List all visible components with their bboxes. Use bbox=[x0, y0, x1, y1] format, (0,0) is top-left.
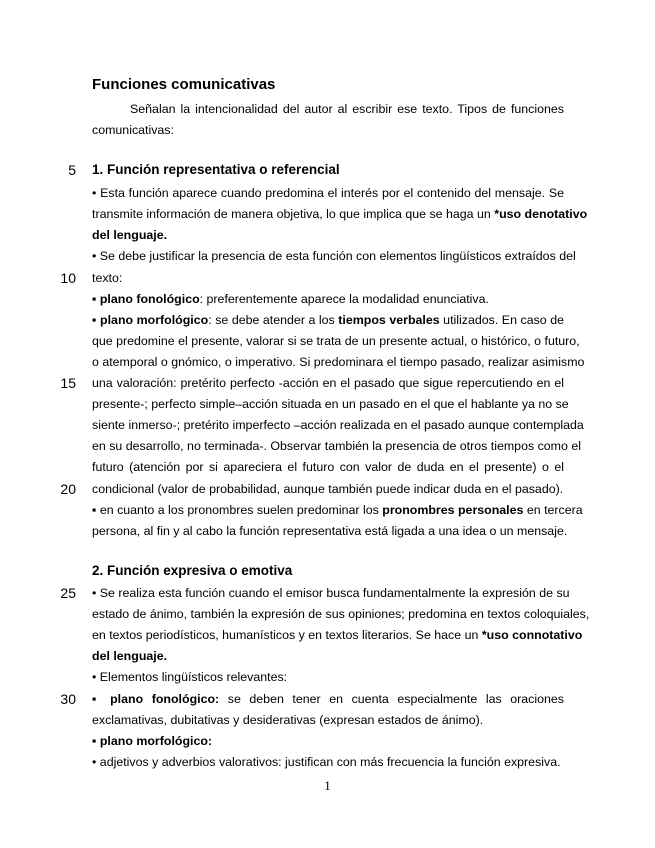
paragraph-line: o atemporal o gnómico, o imperativo. Si predominara el tiempo pasado, realizar asimismo bbox=[92, 355, 585, 369]
bullet-square: ▪ bbox=[92, 503, 97, 517]
paragraph-line: • Se debe justificar la presencia de esta función con elementos lingüísticos extraídos del bbox=[92, 249, 576, 263]
intro-line: comunicativas: bbox=[92, 123, 174, 137]
paragraph-line: • Esta función aparece cuando predomina el interés por el contenido del mensaje. Se bbox=[92, 186, 564, 200]
term-bold: *uso connotativo bbox=[481, 628, 583, 642]
line-number: 10 bbox=[60, 270, 76, 286]
paragraph-line: del lenguaje. bbox=[92, 649, 168, 663]
paragraph-line: • Se realiza esta función cuando el emisor busca fundamentalmente la expresión de su bbox=[92, 586, 570, 600]
paragraph-line: en su desarrollo, no terminada-. Observar también la presencia de otros tiempos como el bbox=[92, 439, 581, 453]
bullet-dot: • bbox=[92, 670, 97, 684]
paragraph-line: en textos periodísticos, humanísticos y en textos literarios. Se hace un *uso connotativo bbox=[92, 628, 583, 642]
page-number: 1 bbox=[324, 778, 331, 793]
paragraph-line: del lenguaje. bbox=[92, 228, 168, 242]
line-number: 30 bbox=[60, 691, 76, 707]
line-number: 5 bbox=[68, 162, 76, 178]
bullet-square: ▪ bbox=[92, 692, 102, 706]
bullet-dot: • bbox=[92, 249, 97, 263]
page-title: Funciones comunicativas bbox=[92, 76, 276, 93]
paragraph-line: futuro (atención por si apareciera el futuro con valor de duda en el presente) o el bbox=[92, 460, 564, 474]
list-item: • Elementos lingüísticos relevantes: bbox=[92, 670, 288, 684]
bullet-dot: • bbox=[92, 755, 97, 769]
paragraph-line: exclamativas, dubitativas y desiderativas (expresan estados de ánimo). bbox=[92, 713, 484, 727]
line-number: 25 bbox=[60, 585, 76, 601]
list-item: ▪ plano morfológico: bbox=[92, 734, 213, 748]
paragraph-line: una valoración: pretérito perfecto -acción en el pasado que sigue repercutiendo en el bbox=[92, 376, 564, 390]
paragraph-line: siente inmerso-; pretérito imperfecto –acción realizada en el pasado aunque contemplada bbox=[92, 418, 584, 432]
paragraph-line: transmite información de manera objetiva, lo que implica que se haga un *uso denotativo bbox=[92, 207, 588, 221]
bullet-dot: • bbox=[92, 586, 97, 600]
paragraph-line: que predomine el presente, valorar si se trata de un presente actual, o histórico, o futuro, bbox=[92, 334, 580, 348]
intro-line: Señalan la intencionalidad del autor al escribir ese texto. Tipos de funciones bbox=[130, 102, 564, 116]
section-heading: 2. Función expresiva o emotiva bbox=[92, 563, 293, 578]
list-item: ▪ plano fonológico: preferentemente aparece la modalidad enunciativa. bbox=[92, 292, 489, 306]
paragraph-line: texto: bbox=[92, 271, 123, 285]
bullet-square: ▪ bbox=[92, 313, 97, 327]
paragraph-line: condicional (valor de probabilidad, aunque también puede indicar duda en el pasado). bbox=[92, 482, 564, 496]
list-item: ▪ plano morfológico: se debe atender a los tiempos verbales utilizados. En caso de bbox=[92, 313, 564, 327]
paragraph-line: persona, al fin y al cabo la función representativa está ligada a una idea o un mensaje. bbox=[92, 524, 568, 538]
list-item: ▪ en cuanto a los pronombres suelen predominar los pronombres personales en tercera bbox=[92, 503, 583, 517]
bullet-square: ▪ bbox=[92, 292, 97, 306]
bullet-square: ▪ bbox=[92, 734, 97, 748]
term-bold: *uso denotativo bbox=[494, 207, 588, 221]
section-heading: 1. Función representativa o referencial bbox=[92, 162, 340, 177]
list-item: ▪ plano fonológico: se deben tener en cuenta especialmente las oraciones bbox=[92, 692, 564, 706]
line-number: 15 bbox=[60, 375, 76, 391]
bullet-dot: • bbox=[92, 186, 97, 200]
paragraph-line: presente-; perfecto simple–acción situada en un pasado en el que el hablante ya no se bbox=[92, 397, 569, 411]
line-number: 20 bbox=[60, 481, 76, 497]
list-item: • adjetivos y adverbios valorativos: justifican con más frecuencia la función expresiva. bbox=[92, 755, 561, 769]
paragraph-line: estado de ánimo, también la expresión de sus opiniones; predomina en textos coloquiales, bbox=[92, 607, 590, 621]
